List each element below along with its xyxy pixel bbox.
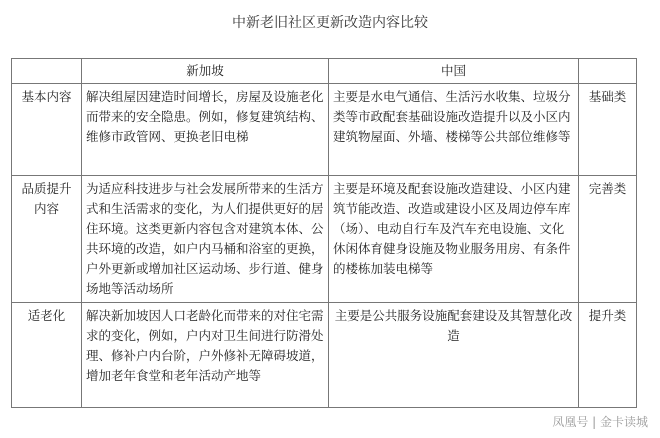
header-type — [579, 59, 637, 84]
type-cell: 完善类 — [579, 176, 637, 303]
china-cell: 主要是水电气通信、生活污水收集、垃圾分类等市政配套基础设施改造提升以及小区内建筑物屋面、外墙、楼梯等公共部位维修等 — [329, 84, 579, 176]
singapore-cell: 解决新加坡因人口老龄化而带来的对住宅需求的变化，例如，户内对卫生间进行防滑处理、修补户内台阶，户外修补无障碍坡道，增加老年食堂和老年活动产地等 — [82, 303, 329, 408]
table-row — [12, 303, 637, 408]
china-cell: 主要是环境及配套设施改造建设、小区内建筑节能改造、改造或建设小区及周边停车库（场）、电动自行车及汽车充电设施、文化休闲体育健身设施及物业服务用房、有条件的楼栋加装电梯等 — [329, 176, 579, 303]
row-category: 基本内容 — [12, 84, 82, 176]
table-row — [12, 176, 637, 303]
table-header-row — [12, 59, 637, 84]
china-cell: 主要是公共服务设施配套建设及其智慧化改造 — [329, 303, 579, 408]
singapore-cell: 解决组屋因建造时间增长，房屋及设施老化而带来的安全隐患。例如，修复建筑结构、维修市政管网、更换老旧电梯 — [82, 84, 329, 176]
header-singapore: 新加坡 — [82, 59, 329, 84]
type-cell: 提升类 — [579, 303, 637, 408]
watermark: 凤凰号 | 金卡读城 — [552, 415, 648, 429]
singapore-cell: 为适应科技进步与社会发展所带来的生活方式和生活需求的变化，为人们提供更好的居住环境。这类更新内容包含对建筑本体、公共环境的改造，如户内马桶和浴室的更换，户外更新或增加社区运动场、步行道、健身场地等活动场所 — [82, 176, 329, 303]
header-corner — [12, 59, 82, 84]
header-china: 中国 — [329, 59, 579, 84]
table-row — [12, 84, 637, 176]
comparison-table — [11, 58, 637, 408]
type-cell: 基础类 — [579, 84, 637, 176]
row-category: 品质提升内容 — [12, 176, 82, 303]
row-category: 适老化 — [12, 303, 82, 408]
page-title: 中新老旧社区更新改造内容比较 — [232, 15, 428, 31]
